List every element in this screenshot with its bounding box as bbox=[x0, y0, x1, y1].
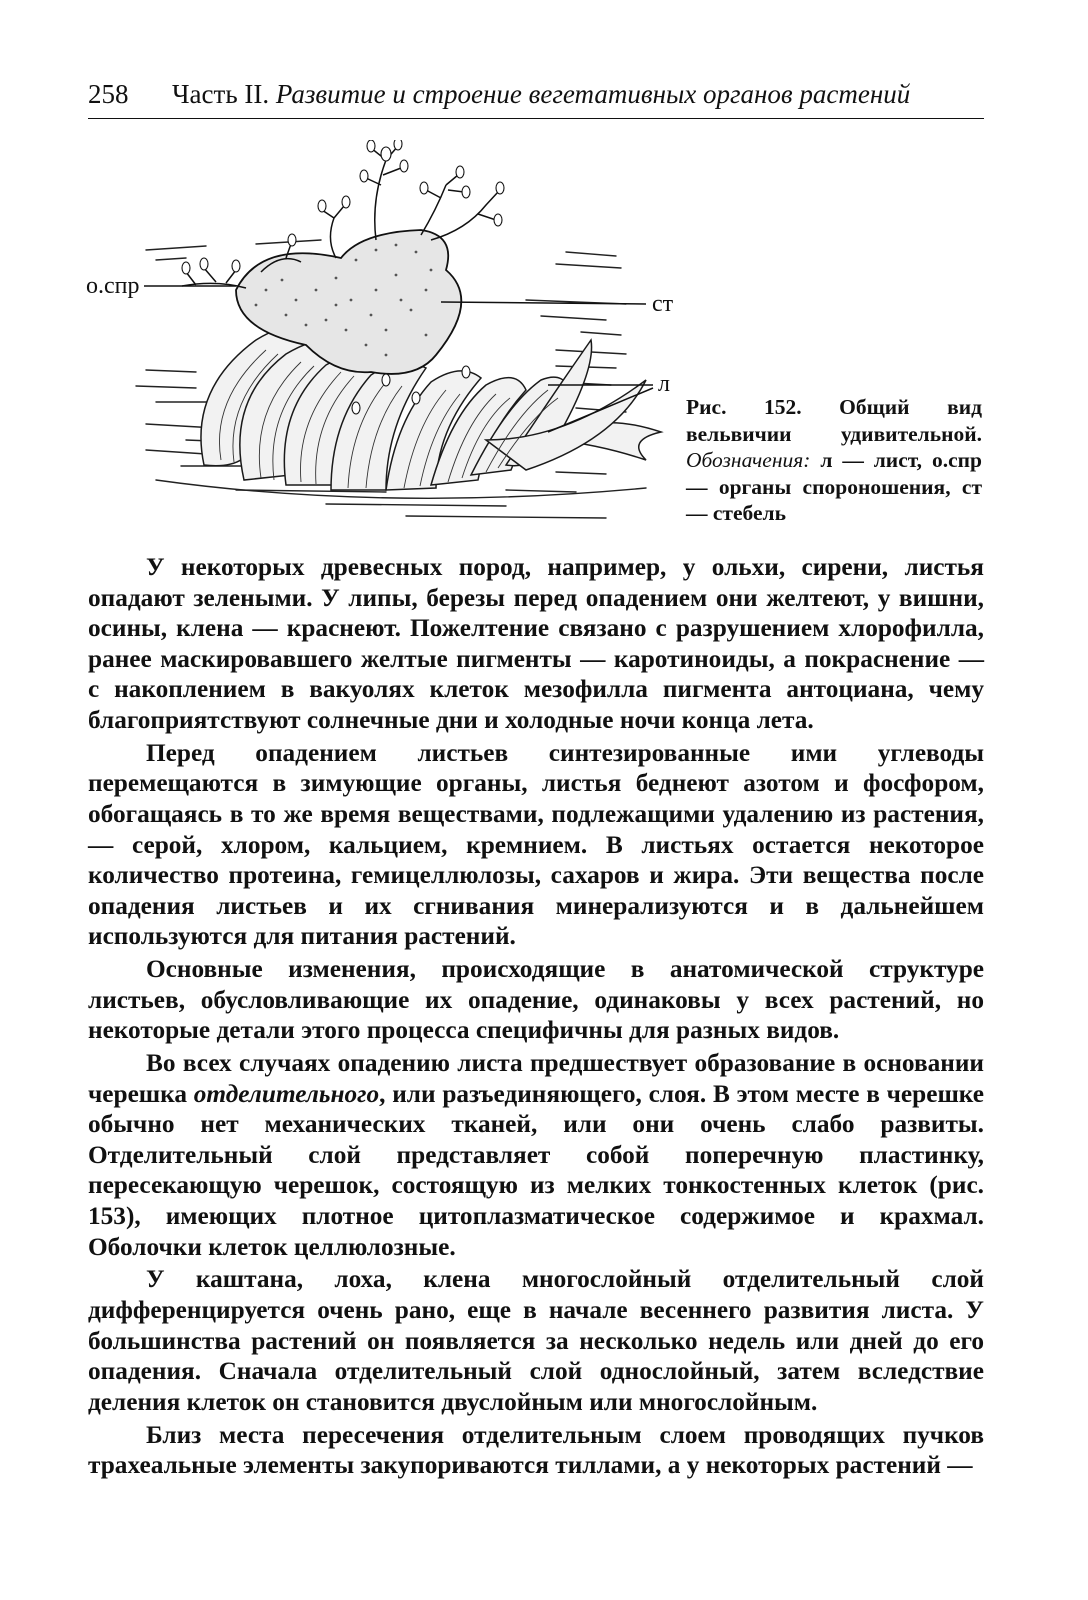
caption-text: Общий вид вельвичии удивительной. bbox=[686, 395, 982, 446]
label-ospr: о.спр bbox=[86, 273, 140, 299]
paragraph-2: Перед опадением листьев синтезированные ими углеводы перемещаются в зимующие органы, листья беднеют азотом и фосфором, обогащаясь в то же время веществами, подлежащими удалению из растения, — серой, хлором, кальцием, кремнием. В листьях остается некоторое количество протеина, гемицеллюлозы, сахаров и жира. Эти вещества после опадения листьев и их сгнивания минерализуются и в дальнейшем используются для питания растений. bbox=[88, 738, 984, 951]
paragraph-4 bbox=[88, 1048, 984, 1262]
paragraph-6: Близ места пересечения отделительным слоем проводящих пучков трахеальные элементы закупориваются тиллами, а у некоторых растений — bbox=[88, 1420, 984, 1480]
welwitschia-illustration bbox=[86, 140, 676, 540]
section-title: Развитие и строение вегетативных органов растений bbox=[275, 79, 911, 109]
label-l: л bbox=[658, 371, 670, 397]
figure-caption bbox=[686, 394, 982, 527]
part-label: Часть II. bbox=[172, 79, 270, 109]
paragraph-4-part-a: Во всех случаях опадению листа предшествует образование в основании черешка bbox=[88, 1049, 984, 1108]
page-number: 258 bbox=[88, 79, 129, 109]
label-st: ст bbox=[652, 291, 674, 317]
paragraph-1: У некоторых древесных пород, например, у ольхи, сирени, листья опадают зелеными. У липы, березы перед опадением они желтеют, у вишни, осины, клена — краснеют. Пожелтение связано с разрушением хлорофилла, ранее маскировавшего желтые пигменты — каротиноиды, а покраснение — с накоплением в вакуолях клеток мезофилла пигмента антоциана, чему благоприятствуют солнечные дни и холодные ночи конца лета. bbox=[88, 553, 984, 734]
body-text bbox=[88, 552, 984, 1483]
term-separating-layer: отделительного bbox=[193, 1079, 380, 1108]
paragraph-3: Основные изменения, происходящие в анатомической структуре листьев, обусловливающие их опадение, одинаковы у всех растений, но некоторые детали этого процесса специфичны для разных видов. bbox=[88, 955, 984, 1045]
caption-legend-text: л — лист, о.спр — органы спороношения, ст — стебель bbox=[686, 448, 982, 525]
figure-welwitschia bbox=[86, 140, 676, 540]
paragraph-5: У каштана, лоха, клена многослойный отделительный слой дифференцируется очень рано, еще в начале весеннего развития листа. У большинства растений он появляется за несколько недель или дней до его опадения. Сначала отделительный слой однослойный, затем вследствие деления клеток он становится двуслойным или многослойным. bbox=[88, 1265, 984, 1416]
running-head bbox=[88, 76, 984, 119]
caption-number: Рис. 152. bbox=[686, 395, 802, 419]
paragraph-4-part-b: , или разъединяющего, слоя. В этом месте в черешке обычно нет механических тканей, или они очень слабо развиты. Отделительный слой представляет собой поперечную пластинку, пересекающую черешок, состоящую из мелких тонкостенных клеток (рис. 153), имеющих плотное цитоплазматическое содержимое и крахмал. Оболочки клеток целлюлозные. bbox=[88, 1079, 984, 1261]
caption-legend-title: Обозначения: bbox=[686, 448, 811, 472]
